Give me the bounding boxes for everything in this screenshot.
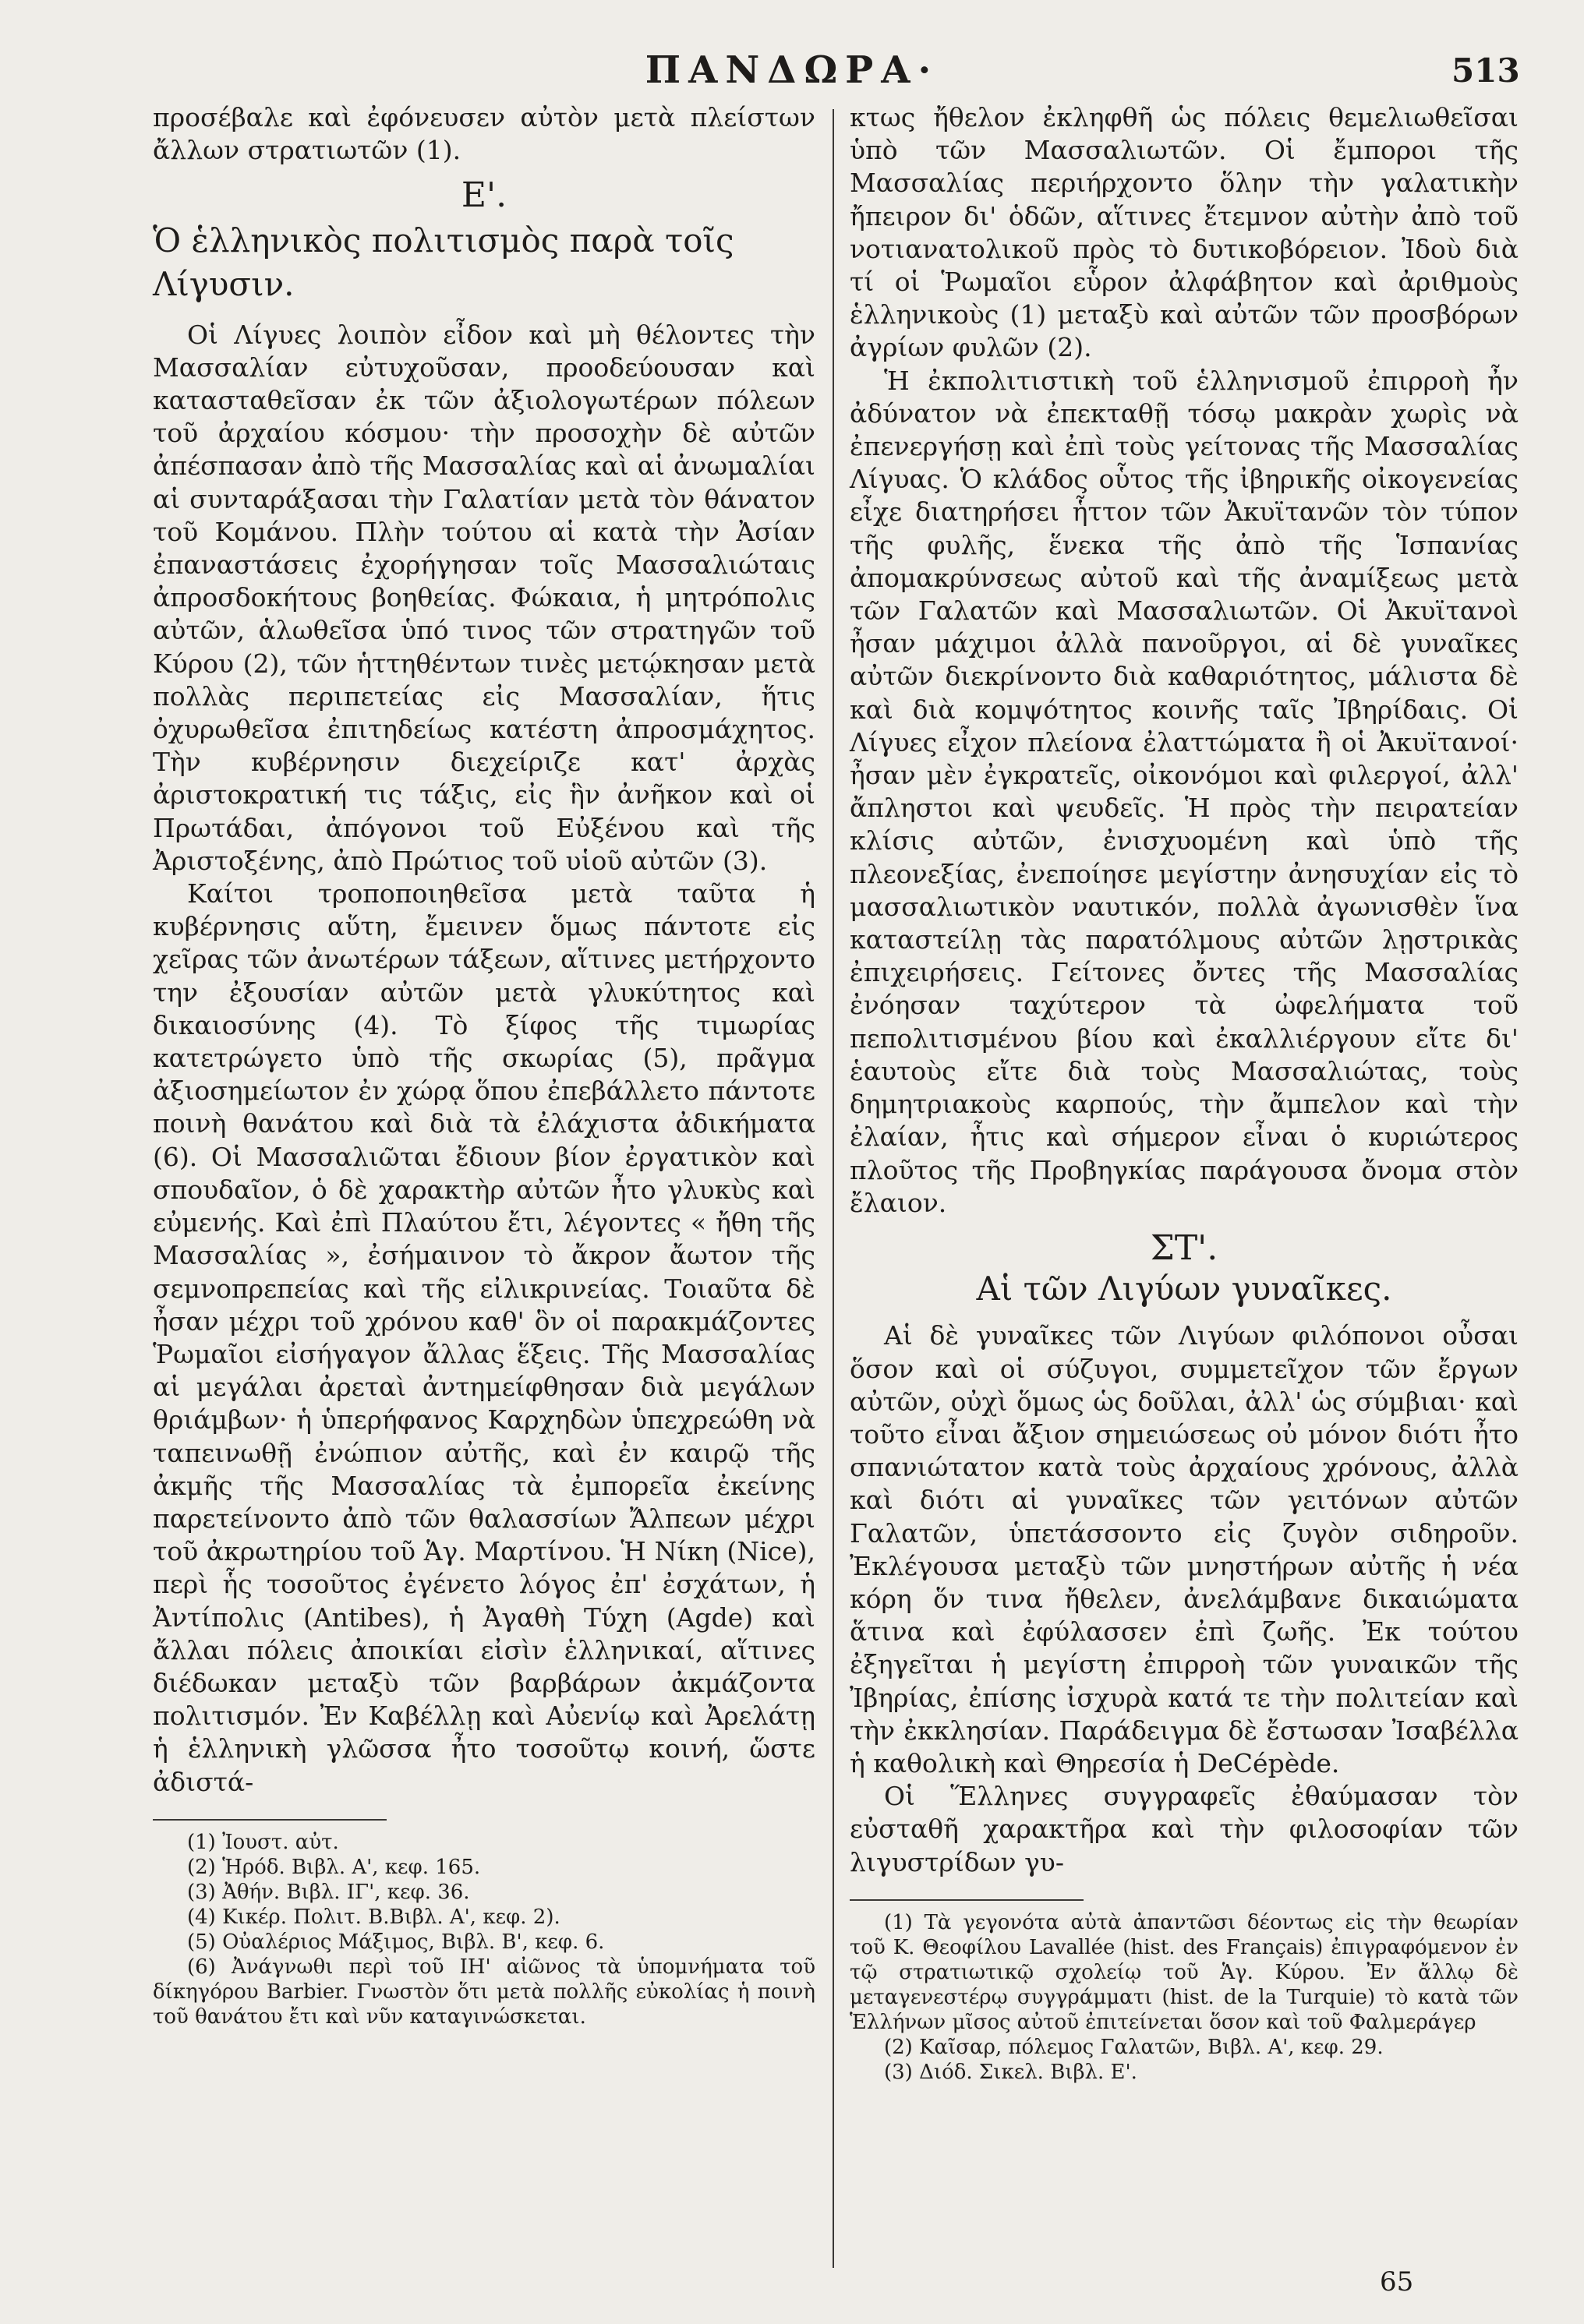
right-column xyxy=(850,101,1519,2085)
left-footnote-rule xyxy=(153,1819,387,1821)
section-title-e: Ὁ ἑλληνικὸς πολιτισμὸς παρὰ τοῖς Λίγυσιν. xyxy=(153,221,734,303)
signature-mark: 65 xyxy=(1380,2266,1414,2298)
section-number-e: Ε'. xyxy=(461,175,507,216)
left-paragraph-2: Οἱ Λίγυες λοιπὸν εἶδον καὶ μὴ θέλοντες τὴν Μασσαλίαν εὐτυχοῦσαν, προοδεύουσαν καὶ κατασταθεῖσαν ἐκ τῶν ἀξιολογωτέρων πόλεων τοῦ ἀρχαίου κόσμου· τὴν προσοχὴν δὲ αὐτῶν ἀπέσπασαν ἀπὸ τῆς Μασσαλίας καὶ αἱ ἀνωμαλίαι αἱ συνταράξασαι τὴν Γαλατίαν μετὰ τὸν θάνατον τοῦ Κομάνου. Πλὴν τούτου αἱ κατὰ τὴν Ἀσίαν ἐπαναστάσεις ἐχορήγησαν τοῖς Μασσαλιώταις ἀπροσδοκήτους βοηθείας. Φώκαια, ἡ μητρόπολις αὐτῶν, ἁλωθεῖσα ὑπό τινος τῶν στρατηγῶν τοῦ Κύρου (2), τῶν ἡττηθέντων τινὲς μετῴκησαν μετὰ πολλὰς περιπετείας εἰς Μασσαλίαν, ἥτις ὀχυρωθεῖσα ἐπιτηδείως κατέστη ἀπροσμάχητος. Τὴν κυβέρνησιν διεχείριζε κατ' ἀρχὰς ἀριστοκρατική τις τάξις, εἰς ἣν ἀνῆκον καὶ οἱ Πρωτάδαι, ἀπόγονοι τοῦ Εὐξένου καὶ τῆς Ἀριστοξένης, ἀπὸ Πρώτιος τοῦ υἱοῦ αὐτῶν (3). xyxy=(153,319,815,876)
section-title-st: Αἱ τῶν Λιγύων γυναῖκες. xyxy=(976,1270,1392,1309)
left-paragraph-3: Καίτοι τροποποιηθεῖσα μετὰ ταῦτα ἡ κυβέρνησις αὕτη, ἔμεινεν ὅμως πάντοτε εἰς χεῖρας τῶν ἀνωτέρων τάξεων, αἵτινες μετήρχοντο την ἐξουσίαν αὐτῶν μετὰ γλυκύτητος καὶ δικαιοσύνης (4). Τὸ ξίφος τῆς τιμωρίας κατετρώγετο ὑπὸ τῆς σκωρίας (5), πρᾶγμα ἀξιοσημείωτον ἐν χώρᾳ ὅπου ἐπεβάλλετο πάντοτε ποινὴ θανάτου καὶ διὰ τὰ ἐλάχιστα ἀδικήματα (6). Οἱ Μασσαλιῶται ἔδιουν βίον ἐργατικὸν καὶ σπουδαῖον, ὁ δὲ χαρακτὴρ αὐτῶν ἦτο γλυκὺς καὶ εὐμενής. Καὶ ἐπὶ Πλαύτου ἔτι, λέγοντες « ἤθη τῆς Μασσαλίας », ἐσήμαινον τὸ ἄκρον ἄωτον τῆς σεμνοπρεπείας καὶ τῆς εἰλικρινείας. Τοιαῦτα δὲ ἦσαν μέχρι τοῦ χρόνου καθ' ὃν οἱ παρακμάζοντες Ῥωμαῖοι εἰσήγαγον ἄλλας ἕξεις. Τῆς Μασσαλίας αἱ μεγάλαι ἀρεταὶ ἀντημείφθησαν διὰ μεγάλων θριάμβων· ἡ ὑπερήφανος Καρχηδὼν ὑπεχρεώθη νὰ ταπεινωθῇ ἐνώπιον αὐτῆς, καὶ ἐν καιρῷ τῆς ἀκμῆς τῆς Μασσαλίας τὰ ἐμπορεῖα ἐκείνης παρετείνοντο ἀπὸ τῶν θαλασσίων Ἄλπεων μέχρι τοῦ ἀκρωτηρίου τοῦ Ἁγ. Μαρτίνου. Ἡ Νίκη (Nice), περὶ ἧς τοσοῦτος ἐγένετο λόγος ἐπ' ἐσχάτων, ἡ Ἀντίπολις (Antibes), ἡ Ἀγαθὴ Τύχη (Agde) καὶ ἄλλαι πόλεις ἀποικίαι εἰσὶν ἑλληνικαί, αἵτινες διέδωκαν μεταξὺ τῶν βαρβάρων ἀκμάζοντα πολιτισμόν. Ἐν Καβέλλῃ καὶ Αὐενίῳ καὶ Ἀρελάτῃ ἡ ἑλληνικὴ γλῶσσα ἦτο τοσοῦτῳ κοινή, ὥστε ἀδιστά- xyxy=(153,878,815,1797)
right-footnote-rule xyxy=(850,1899,1084,1901)
right-paragraph-2: Ἡ ἐκπολιτιστικὴ τοῦ ἑλληνισμοῦ ἐπιρροὴ ἦν ἀδύνατον νὰ ἐπεκταθῇ τόσῳ μακρὰν χωρὶς νὰ ἐπενεργήσῃ καὶ ἐπὶ τοὺς γείτονας τῆς Μασσαλίας Λίγυας. Ὁ κλάδος οὗτος τῆς ἰβηρικῆς οἰκογενείας εἶχε διατηρήσει ἧττον τῶν Ἀκυϊτανῶν τὸν τύπον τῆς φυλῆς, ἕνεκα τῆς ἀπὸ τῆς Ἱσπανίας ἀπομακρύνσεως αὐτοῦ καὶ τῆς ἀναμίξεως μετὰ τῶν Γαλατῶν καὶ Μασσαλιωτῶν. Οἱ Ἀκυϊτανοὶ ἦσαν μάχιμοι ἀλλὰ πανοῦργοι, αἱ δὲ γυναῖκες αὐτῶν διεκρίνοντο διὰ καθαριότητος, μάλιστα δὲ καὶ διὰ κομψότητος κοινῆς ταῖς Ἰβηρίδαις. Οἱ Λίγυες εἶχον πλείονα ἐλαττώματα ἢ οἱ Ἀκυϊτανοί· ἦσαν μὲν ἐγκρατεῖς, οἰκονόμοι καὶ φιλεργοί, ἀλλ' ἄπληστοι καὶ ψευδεῖς. Ἡ πρὸς τὴν πειρατείαν κλίσις αὐτῶν, ἐνισχυομένη καὶ ὑπὸ τῆς πλεονεξίας, ἐνεποίησε μεγίστην ἀνησυχίαν εἰς τὸ μασσαλιωτικὸν ναυτικόν, πολλὰ ἀγωνισθὲν ἵνα καταστείλῃ τὰς παρατόλμους αὐτῶν λῃστρικὰς ἐπιχειρήσεις. Γείτονες ὄντες τῆς Μασσαλίας ἐνόησαν ταχύτερον τὰ ὠφελήματα τοῦ πεπολιτισμένου βίου καὶ ἐκαλλιέργουν εἴτε δι' ἑαυτοὺς εἴτε διὰ τοὺς Μασσαλιώτας, τοὺς δημητριακοὺς καρπούς, τὴν ἄμπελον καὶ τὴν ἐλαίαν, ἧτις καὶ σήμερον εἶναι ὁ κυριώτερος πλοῦτος τῆς Προβηγκίας παράγουσα ὄνομα στὸν ἔλαιον. xyxy=(850,365,1519,1218)
right-footnote: (1) Τὰ γεγονότα αὐτὰ ἀπαντῶσι δέοντως εἰς τὴν θεωρίαν τοῦ Κ. Θεοφίλου Lavallée (hist. des Français) ἐπιγραφόμενον ἐν τῷ στρατιωτικῷ σχολείῳ τοῦ Ἁγ. Κύρου. Ἐν ἄλλῳ δὲ μεταγενεστέρῳ συγγράμματι (hist. de la Turquie) τὸ κατὰ τῶν Ἑλλήνων μῖσος αὐτοῦ ἐπιτείνεται ὅσον καὶ τοῦ Φαλμεράγερ xyxy=(850,1910,1519,2034)
left-footnote: (5) Οὐαλέριος Μάξιμος, Βιβλ. Β', κεφ. 6. xyxy=(187,1930,605,1954)
left-column xyxy=(153,101,815,2029)
left-footnote: (2) Ἡρόδ. Βιβλ. Α', κεφ. 165. xyxy=(187,1855,481,1879)
left-footnote: (3) Ἀθήν. Βιβλ. ΙΓ', κεφ. 36. xyxy=(187,1880,470,1904)
right-paragraph-4: Οἱ Ἕλληνες συγγραφεῖς ἐθαύμασαν τὸν εὐσταθῆ χαρακτῆρα καὶ τὴν φιλοσοφίαν τῶν λιγυστρίδων γυ- xyxy=(850,1781,1519,1877)
left-footnote: (1) Ἰουστ. αὐτ. xyxy=(187,1830,339,1854)
running-title: ΠΑΝΔΩΡΑ· xyxy=(645,48,939,92)
right-footnote: (2) Καῖσαρ, πόλεμος Γαλατῶν, Βιβλ. Α', κεφ. 29. xyxy=(884,2035,1384,2059)
section-number-st: ΣΤ'. xyxy=(1150,1227,1218,1268)
column-divider xyxy=(833,109,834,2268)
left-footnote: (4) Κικέρ. Πολιτ. Β.Βιβλ. Α', κεφ. 2). xyxy=(187,1905,560,1929)
right-footnote: (3) Διόδ. Σικελ. Βιβλ. Ε'. xyxy=(884,2060,1137,2084)
right-paragraph-1: κτως ἤθελον ἐκληφθῆ ὡς πόλεις θεμελιωθεῖσαι ὑπὸ τῶν Μασσαλιωτῶν. Οἱ ἔμποροι τῆς Μασσαλίας περιήρχοντο ὅλην τὴν γαλατικὴν ἤπειρον δι' ὁδῶν, αἵτινες ἔτεμνον αὐτὴν ἀπὸ τοῦ νοτιανατολικοῦ πρὸς τὸ δυτικοβόρειον. Ἰδοὺ διὰ τί οἱ Ῥωμαῖοι εὗρον ἀλφάβητον καὶ ἀριθμοὺς ἑλληνικοὺς (1) μεταξὺ καὶ αὐτῶν τῶν προσβόρων ἀγρίων φυλῶν (2). xyxy=(850,102,1519,363)
right-paragraph-3: Αἱ δὲ γυναῖκες τῶν Λιγύων φιλόπονοι οὖσαι ὅσον καὶ οἱ σύζυγοι, συμμετεῖχον τῶν ἔργων αὐτῶν, οὐχὶ ὅμως ὡς δοῦλαι, ἀλλ' ὡς σύμβιαι· καὶ τοῦτο εἶναι ἄξιον σημειώσεως οὐ μόνον διότι ἦτο σπανιώτατον κατὰ τοὺς ἀρχαίους χρόνους, ἀλλὰ καὶ διότι αἱ γυναῖκες τῶν γειτόνων αὐτῶν Γαλατῶν, ὑπετάσσοντο εἰς ζυγὸν σιδηροῦν. Ἐκλέγουσα μεταξὺ τῶν μνηστήρων αὐτῆς ἡ νέα κόρη ὅν τινα ἤθελεν, ἀνελάμβανε δικαιώματα ἅτινα καὶ ἐφύλασσεν ἐπὶ ζωῆς. Ἐκ τούτου ἐξηγεῖται ἡ μεγίστη ἐπιρροὴ τῶν γυναικῶν τῆς Ἰβηρίας, ἐπίσης ἰσχυρὰ κατά τε τὴν πολιτείαν καὶ τὴν ἐκκλησίαν. Παράδειγμα δὲ ἔστωσαν Ἰσαβέλλα ἡ καθολικὴ καὶ Θηρεσία ἡ DeCépède. xyxy=(850,1320,1519,1778)
page-number: 513 xyxy=(1451,51,1520,90)
left-footnote: (6) Ἀνάγνωθι περὶ τοῦ ΙΗ' αἰῶνος τὰ ὑπομνήματα τοῦ δίκηγόρου Barbier. Γνωστὸν ὅτι μετὰ πολλῆς εὐκολίας ἡ ποινὴ τοῦ θανάτου ἔτι καὶ νῦν καταγινώσκεται. xyxy=(153,1955,815,2029)
left-paragraph-1: προσέβαλε καὶ ἐφόνευσεν αὐτὸν μετὰ πλείστων ἄλλων στρατιωτῶν (1). xyxy=(153,102,815,166)
